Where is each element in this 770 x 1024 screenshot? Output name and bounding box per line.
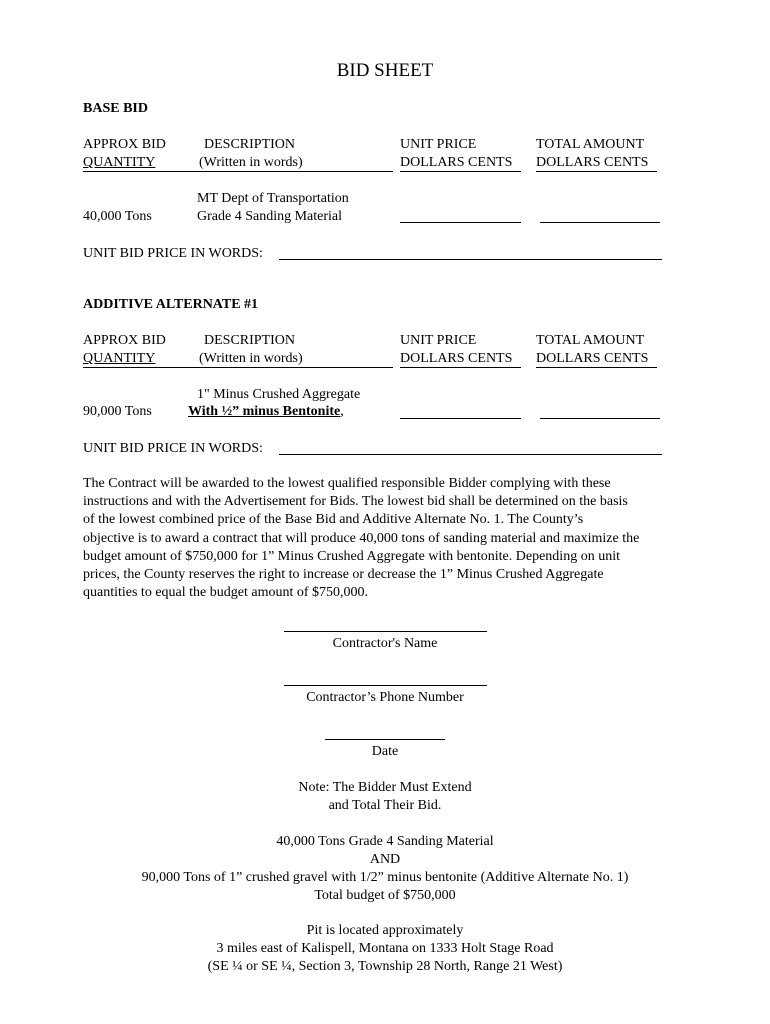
paragraph-line: of the lowest combined price of the Base Bid and Additive Alternate No. 1. The County’s xyxy=(83,512,584,528)
pit-line: 3 miles east of Kalispell, Montana on 1333 Holt Stage Road xyxy=(216,941,554,956)
pit-line: Pit is located approximately xyxy=(306,923,464,938)
item-description-line2: Grade 4 Sanding Material xyxy=(197,209,343,224)
col-desc-header-2: (Written in words) xyxy=(199,155,303,170)
unit-price-blank[interactable] xyxy=(400,222,521,223)
item-description-bold: With ½” minus Bentonite xyxy=(188,404,341,419)
summary-line: 40,000 Tons Grade 4 Sanding Material xyxy=(276,834,494,849)
col-unit-header-2: DOLLARS CENTS xyxy=(400,351,513,366)
col-total-header-2: DOLLARS CENTS xyxy=(536,155,649,170)
item-description-line1: 1" Minus Crushed Aggregate xyxy=(197,387,361,402)
item-description-line2 xyxy=(188,403,344,421)
summary-line: Total budget of $750,000 xyxy=(314,888,456,903)
item-description-line1: MT Dept of Transportation xyxy=(197,191,349,206)
header-underline xyxy=(400,367,521,368)
contractor-phone-label: Contractor’s Phone Number xyxy=(306,690,464,705)
header-underline xyxy=(83,367,193,368)
col-qty-header-2: QUANTITY xyxy=(83,351,156,366)
col-desc-header-1: DESCRIPTION xyxy=(204,137,296,152)
unit-bid-words-label: UNIT BID PRICE IN WORDS: xyxy=(83,246,263,261)
item-quantity: 90,000 Tons xyxy=(83,404,152,419)
item-description-suffix: , xyxy=(340,404,344,419)
col-qty-header-1: APPROX BID xyxy=(83,137,166,152)
col-unit-header-1: UNIT PRICE xyxy=(400,137,477,152)
col-total-header-2: DOLLARS CENTS xyxy=(536,351,649,366)
note-line: Note: The Bidder Must Extend xyxy=(298,780,472,795)
contractor-name-blank[interactable] xyxy=(284,631,487,632)
note-line: and Total Their Bid. xyxy=(328,798,442,813)
date-label: Date xyxy=(371,744,399,759)
header-underline xyxy=(83,171,193,172)
header-underline xyxy=(400,171,521,172)
col-desc-header-2: (Written in words) xyxy=(199,351,303,366)
item-quantity: 40,000 Tons xyxy=(83,209,152,224)
base-bid-heading: BASE BID xyxy=(83,101,148,116)
unit-bid-words-label: UNIT BID PRICE IN WORDS: xyxy=(83,441,263,456)
paragraph-line: The Contract will be awarded to the lowest qualified responsible Bidder complying with these xyxy=(83,476,611,491)
col-unit-header-2: DOLLARS CENTS xyxy=(400,155,513,170)
col-qty-header-2: QUANTITY xyxy=(83,155,156,170)
paragraph-line: instructions and with the Advertisement for Bids. The lowest bid shall be determined on the basis xyxy=(83,494,628,510)
date-blank[interactable] xyxy=(325,739,445,740)
col-unit-header-1: UNIT PRICE xyxy=(400,333,477,348)
contractor-phone-blank[interactable] xyxy=(284,685,487,686)
header-underline xyxy=(536,367,657,368)
total-amount-blank[interactable] xyxy=(540,418,660,419)
unit-bid-words-blank[interactable] xyxy=(279,454,662,455)
summary-line: 90,000 Tons of 1” crushed gravel with 1/2” minus bentonite (Additive Alternate No. 1) xyxy=(141,870,629,885)
award-paragraph xyxy=(83,475,693,602)
col-desc-header-1: DESCRIPTION xyxy=(204,333,296,348)
total-amount-blank[interactable] xyxy=(540,222,660,223)
summary-line: AND xyxy=(369,852,401,867)
paragraph-line: prices, the County reserves the right to increase or decrease the 1” Minus Crushed Aggregate xyxy=(83,567,604,583)
unit-price-blank[interactable] xyxy=(400,418,521,419)
contractor-name-label: Contractor's Name xyxy=(332,636,438,651)
col-total-header-1: TOTAL AMOUNT xyxy=(536,333,645,348)
header-underline xyxy=(536,171,657,172)
pit-line: (SE ¼ or SE ¼, Section 3, Township 28 North, Range 21 West) xyxy=(207,959,563,974)
page-title: BID SHEET xyxy=(336,60,434,81)
col-total-header-1: TOTAL AMOUNT xyxy=(536,137,645,152)
alternate-heading: ADDITIVE ALTERNATE #1 xyxy=(83,297,259,312)
paragraph-line: quantities to equal the budget amount of $750,000. xyxy=(83,585,369,601)
paragraph-line: objective is to award a contract that will produce 40,000 tons of sanding material and maximize the xyxy=(83,530,640,546)
unit-bid-words-blank[interactable] xyxy=(279,259,662,260)
col-qty-header-1: APPROX BID xyxy=(83,333,166,348)
header-underline xyxy=(193,171,393,172)
paragraph-line: budget amount of $750,000 for 1” Minus Crushed Aggregate with bentonite. Depending on unit xyxy=(83,548,620,564)
header-underline xyxy=(193,367,393,368)
